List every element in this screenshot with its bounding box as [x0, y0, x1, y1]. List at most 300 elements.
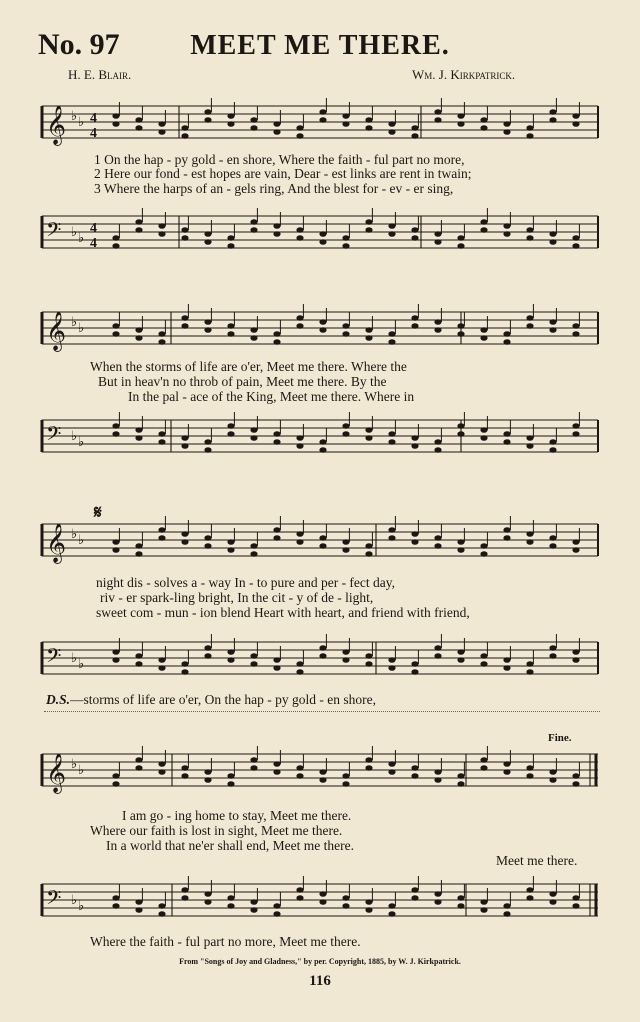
note-head	[250, 757, 257, 763]
staff-lines	[38, 516, 600, 568]
note-head	[365, 117, 372, 123]
system-4-treble-staff	[38, 744, 600, 800]
note-head	[388, 431, 395, 437]
treble-clef-icon: 𝄞	[46, 525, 67, 562]
note-head	[296, 765, 303, 771]
note-head	[135, 435, 142, 441]
svg-text:♭: ♭	[71, 428, 78, 443]
svg-text:♭: ♭	[71, 314, 78, 329]
note-head	[434, 899, 441, 905]
note-head	[572, 323, 579, 329]
system-2-treble-staff	[38, 298, 600, 354]
note-head	[572, 235, 579, 241]
note-head	[158, 331, 165, 337]
note-head	[526, 539, 533, 545]
note-head	[250, 327, 257, 333]
svg-text:♭: ♭	[78, 532, 85, 547]
note-head	[250, 435, 257, 441]
note-head	[319, 231, 326, 237]
bass-clef-icon: 𝄢	[46, 646, 62, 672]
note-head	[342, 235, 349, 241]
bottom-lyric-line: Where the faith - ful part no more, Meet me there.	[90, 934, 361, 949]
note-head	[181, 661, 188, 667]
note-head	[204, 891, 211, 897]
note-head	[411, 133, 418, 139]
note-head	[296, 887, 303, 893]
note-head	[250, 907, 257, 913]
note-head	[572, 113, 579, 119]
note-head	[411, 443, 418, 449]
note-head	[365, 125, 372, 131]
note-head	[457, 649, 464, 655]
verse-1-line: I am go - ing home to stay, Meet me there.	[122, 808, 352, 823]
note-head	[181, 531, 188, 537]
note-head	[135, 427, 142, 433]
svg-text:♭: ♭	[71, 526, 78, 541]
note-head	[572, 781, 579, 787]
note-head	[503, 769, 510, 775]
note-head	[457, 113, 464, 119]
note-head	[480, 757, 487, 763]
note-head	[204, 319, 211, 325]
note-head	[480, 899, 487, 905]
note-head	[549, 319, 556, 325]
svg-text:4: 4	[90, 221, 97, 236]
bass-clef-icon: 𝄢	[46, 220, 62, 246]
staff-lines	[38, 622, 600, 684]
system-2-lyrics	[44, 359, 600, 407]
note-head	[480, 219, 487, 225]
note-head	[457, 331, 464, 337]
note-head	[526, 887, 533, 893]
note-head	[526, 765, 533, 771]
note-head	[365, 543, 372, 549]
note-head	[434, 109, 441, 115]
note-head	[480, 335, 487, 341]
note-head	[135, 757, 142, 763]
note-head	[158, 769, 165, 775]
copyright-footer: From "Songs of Joy and Gladness," by per. Copyright, 1885, by W. J. Kirkpatrick.	[179, 957, 461, 966]
note-head	[227, 431, 234, 437]
svg-text:♭: ♭	[71, 892, 78, 907]
staff-lines	[38, 868, 600, 928]
note-head	[296, 435, 303, 441]
note-head	[227, 423, 234, 429]
note-head	[526, 661, 533, 667]
note-head	[250, 227, 257, 233]
note-head	[503, 129, 510, 135]
svg-text:♭: ♭	[71, 756, 78, 771]
note-head	[526, 669, 533, 675]
note-head	[549, 535, 556, 541]
svg-text:♭: ♭	[78, 320, 85, 335]
note-head	[457, 431, 464, 437]
svg-text:♭: ♭	[71, 650, 78, 665]
note-head	[526, 133, 533, 139]
note-head	[204, 117, 211, 123]
note-head	[342, 323, 349, 329]
note-head	[204, 653, 211, 659]
verse-1-line: night dis - solves a - way In - to pure and per - fect day,	[96, 575, 396, 590]
note-head	[204, 439, 211, 445]
note-head	[181, 235, 188, 241]
note-head	[342, 423, 349, 429]
note-head	[135, 551, 142, 557]
note-head	[480, 125, 487, 131]
note-head	[250, 125, 257, 131]
note-head	[250, 335, 257, 341]
system-4-bottom-lyrics	[44, 934, 600, 952]
note-head	[388, 535, 395, 541]
note-head	[158, 535, 165, 541]
note-head	[457, 121, 464, 127]
verse-2-line: riv - er spark-ling bright, In the cit - y of de - light,	[100, 590, 374, 605]
note-head	[227, 649, 234, 655]
note-head	[365, 653, 372, 659]
bass-clef-icon: 𝄢	[46, 888, 62, 914]
note-head	[572, 331, 579, 337]
note-head	[503, 657, 510, 663]
note-head	[480, 435, 487, 441]
note-head	[250, 219, 257, 225]
note-head	[204, 447, 211, 453]
note-head	[434, 447, 441, 453]
note-head	[181, 323, 188, 329]
system-3-lyrics	[44, 575, 600, 623]
note-head	[434, 891, 441, 897]
verse-3-line: In a world that ne'er shall end, Meet me there.	[106, 838, 354, 853]
note-head	[158, 223, 165, 229]
note-head	[158, 439, 165, 445]
note-head	[503, 231, 510, 237]
note-head	[411, 435, 418, 441]
note-head	[112, 903, 119, 909]
note-head	[181, 765, 188, 771]
note-head	[572, 903, 579, 909]
note-head	[572, 423, 579, 429]
note-head	[411, 669, 418, 675]
note-head	[434, 231, 441, 237]
note-head	[296, 661, 303, 667]
note-head	[112, 649, 119, 655]
note-head	[388, 439, 395, 445]
note-head	[434, 327, 441, 333]
verse-1-line: 1 On the hap - py gold - en shore, Where the faith - ful part no more,	[94, 152, 465, 167]
svg-text:♭: ♭	[78, 762, 85, 777]
note-head	[319, 327, 326, 333]
note-head	[503, 911, 510, 917]
note-head	[135, 125, 142, 131]
note-head	[273, 129, 280, 135]
note-head	[135, 653, 142, 659]
note-head	[365, 899, 372, 905]
note-head	[158, 431, 165, 437]
note-head	[526, 227, 533, 233]
note-head	[204, 899, 211, 905]
note-head	[158, 527, 165, 533]
note-head	[526, 435, 533, 441]
staff-lines	[38, 96, 600, 148]
note-head	[204, 109, 211, 115]
note-head	[365, 227, 372, 233]
note-head	[503, 339, 510, 345]
note-head	[319, 769, 326, 775]
note-head	[572, 243, 579, 249]
note-head	[549, 769, 556, 775]
note-head	[112, 323, 119, 329]
note-head	[526, 315, 533, 321]
note-head	[135, 227, 142, 233]
note-head	[434, 645, 441, 651]
note-head	[342, 243, 349, 249]
note-head	[572, 657, 579, 663]
note-head	[181, 887, 188, 893]
note-head	[158, 121, 165, 127]
note-head	[273, 911, 280, 917]
note-head	[204, 535, 211, 541]
verse-1-line: When the storms of life are o'er, Meet me there. Where the	[90, 359, 407, 374]
note-head	[273, 439, 280, 445]
note-head	[526, 323, 533, 329]
note-head	[457, 657, 464, 663]
note-head	[204, 645, 211, 651]
note-head	[273, 331, 280, 337]
note-head	[112, 431, 119, 437]
note-head	[480, 765, 487, 771]
note-head	[204, 769, 211, 775]
note-head	[572, 895, 579, 901]
note-head	[181, 443, 188, 449]
composer-credit: Wm. J. Kirkpatrick.	[412, 67, 516, 82]
note-head	[526, 235, 533, 241]
note-head	[158, 129, 165, 135]
note-head	[181, 133, 188, 139]
system-4-lyrics	[44, 808, 600, 856]
svg-text:♭: ♭	[78, 230, 85, 245]
note-head	[181, 773, 188, 779]
note-head	[319, 109, 326, 115]
verse-3-line: 3 Where the harps of an - gels ring, And the blest for - ev - er sing,	[94, 181, 454, 196]
note-head	[365, 551, 372, 557]
note-head	[388, 761, 395, 767]
note-head	[388, 231, 395, 237]
note-head	[273, 231, 280, 237]
note-head	[250, 117, 257, 123]
svg-text:4: 4	[90, 236, 97, 251]
note-head	[296, 895, 303, 901]
note-head	[204, 327, 211, 333]
note-head	[365, 907, 372, 913]
note-head	[112, 895, 119, 901]
note-head	[227, 657, 234, 663]
note-head	[457, 235, 464, 241]
note-head	[365, 219, 372, 225]
note-head	[319, 653, 326, 659]
note-head	[204, 543, 211, 549]
note-head	[250, 899, 257, 905]
note-head	[434, 319, 441, 325]
note-head	[319, 899, 326, 905]
note-head	[319, 447, 326, 453]
note-head	[319, 543, 326, 549]
note-head	[549, 231, 556, 237]
note-head	[135, 899, 142, 905]
treble-clef-icon: 𝄞	[46, 107, 67, 144]
verse-2-line: 2 Here our fond - est hopes are vain, Dear - est links are rent in twain;	[94, 166, 472, 181]
note-head	[388, 657, 395, 663]
svg-text:♭: ♭	[78, 114, 85, 129]
note-head	[434, 439, 441, 445]
note-head	[342, 539, 349, 545]
fine-marker: Fine.	[548, 732, 572, 744]
note-head	[273, 535, 280, 541]
ds-divider	[44, 711, 600, 712]
note-head	[434, 769, 441, 775]
staff-lines	[38, 408, 600, 474]
note-head	[503, 665, 510, 671]
note-head	[572, 773, 579, 779]
note-head	[388, 223, 395, 229]
note-head	[112, 547, 119, 553]
segno-sign: 𝄋	[94, 502, 102, 522]
note-head	[342, 331, 349, 337]
note-head	[227, 773, 234, 779]
note-head	[342, 657, 349, 663]
note-head	[135, 335, 142, 341]
note-head	[227, 235, 234, 241]
note-head	[342, 903, 349, 909]
system-1-lyrics	[44, 152, 600, 200]
note-head	[273, 657, 280, 663]
note-head	[434, 777, 441, 783]
note-head	[296, 323, 303, 329]
note-head	[572, 649, 579, 655]
note-head	[227, 331, 234, 337]
note-head	[411, 661, 418, 667]
note-head	[227, 895, 234, 901]
note-head	[273, 223, 280, 229]
note-head	[526, 125, 533, 131]
note-head	[112, 113, 119, 119]
note-head	[158, 657, 165, 663]
note-head	[434, 117, 441, 123]
note-head	[411, 235, 418, 241]
note-head	[457, 895, 464, 901]
staff-lines	[38, 200, 600, 260]
note-head	[480, 117, 487, 123]
note-head	[273, 527, 280, 533]
note-head	[480, 427, 487, 433]
note-head	[480, 543, 487, 549]
system-3-bass-staff	[38, 622, 600, 684]
note-head	[296, 227, 303, 233]
note-head	[526, 895, 533, 901]
note-head	[457, 423, 464, 429]
note-head	[388, 903, 395, 909]
note-head	[526, 443, 533, 449]
note-head	[503, 903, 510, 909]
staff-lines	[38, 298, 600, 354]
note-head	[526, 531, 533, 537]
note-head	[273, 121, 280, 127]
note-head	[135, 117, 142, 123]
note-head	[296, 235, 303, 241]
note-head	[503, 431, 510, 437]
note-head	[296, 773, 303, 779]
note-head	[112, 235, 119, 241]
note-head	[204, 777, 211, 783]
note-head	[342, 121, 349, 127]
note-head	[457, 903, 464, 909]
note-head	[365, 661, 372, 667]
note-head	[135, 765, 142, 771]
note-head	[181, 539, 188, 545]
note-head	[227, 113, 234, 119]
note-head	[503, 121, 510, 127]
note-head	[273, 665, 280, 671]
verse-2-line: But in heav'n no throb of pain, Meet me there. By the	[98, 374, 387, 389]
note-head	[250, 661, 257, 667]
note-head	[526, 773, 533, 779]
note-head	[319, 891, 326, 897]
note-head	[411, 323, 418, 329]
note-head	[365, 327, 372, 333]
note-head	[319, 535, 326, 541]
note-head	[135, 661, 142, 667]
svg-text:♭: ♭	[78, 434, 85, 449]
note-head	[411, 765, 418, 771]
note-head	[572, 539, 579, 545]
note-head	[158, 761, 165, 767]
note-head	[227, 903, 234, 909]
note-head	[273, 761, 280, 767]
note-head	[457, 547, 464, 553]
note-head	[572, 547, 579, 553]
staff-lines	[38, 744, 600, 800]
note-head	[365, 765, 372, 771]
note-head	[319, 439, 326, 445]
note-head	[457, 243, 464, 249]
note-head	[135, 219, 142, 225]
verse-3-line: sweet com - mun - ion blend Heart with heart, and friend with friend,	[96, 605, 470, 620]
note-head	[135, 327, 142, 333]
note-head	[411, 539, 418, 545]
note-head	[411, 227, 418, 233]
note-head	[112, 243, 119, 249]
note-head	[434, 239, 441, 245]
note-head	[549, 439, 556, 445]
svg-text:♭: ♭	[71, 108, 78, 123]
note-head	[388, 129, 395, 135]
note-head	[388, 769, 395, 775]
note-head	[342, 431, 349, 437]
note-head	[319, 777, 326, 783]
note-head	[319, 117, 326, 123]
note-head	[273, 903, 280, 909]
note-head	[411, 531, 418, 537]
note-head	[549, 653, 556, 659]
note-head	[549, 543, 556, 549]
note-head	[388, 665, 395, 671]
note-head	[296, 443, 303, 449]
note-head	[112, 121, 119, 127]
note-head	[204, 231, 211, 237]
note-head	[296, 125, 303, 131]
note-head	[411, 315, 418, 321]
svg-text:4: 4	[90, 126, 97, 141]
note-head	[273, 339, 280, 345]
note-head	[457, 323, 464, 329]
